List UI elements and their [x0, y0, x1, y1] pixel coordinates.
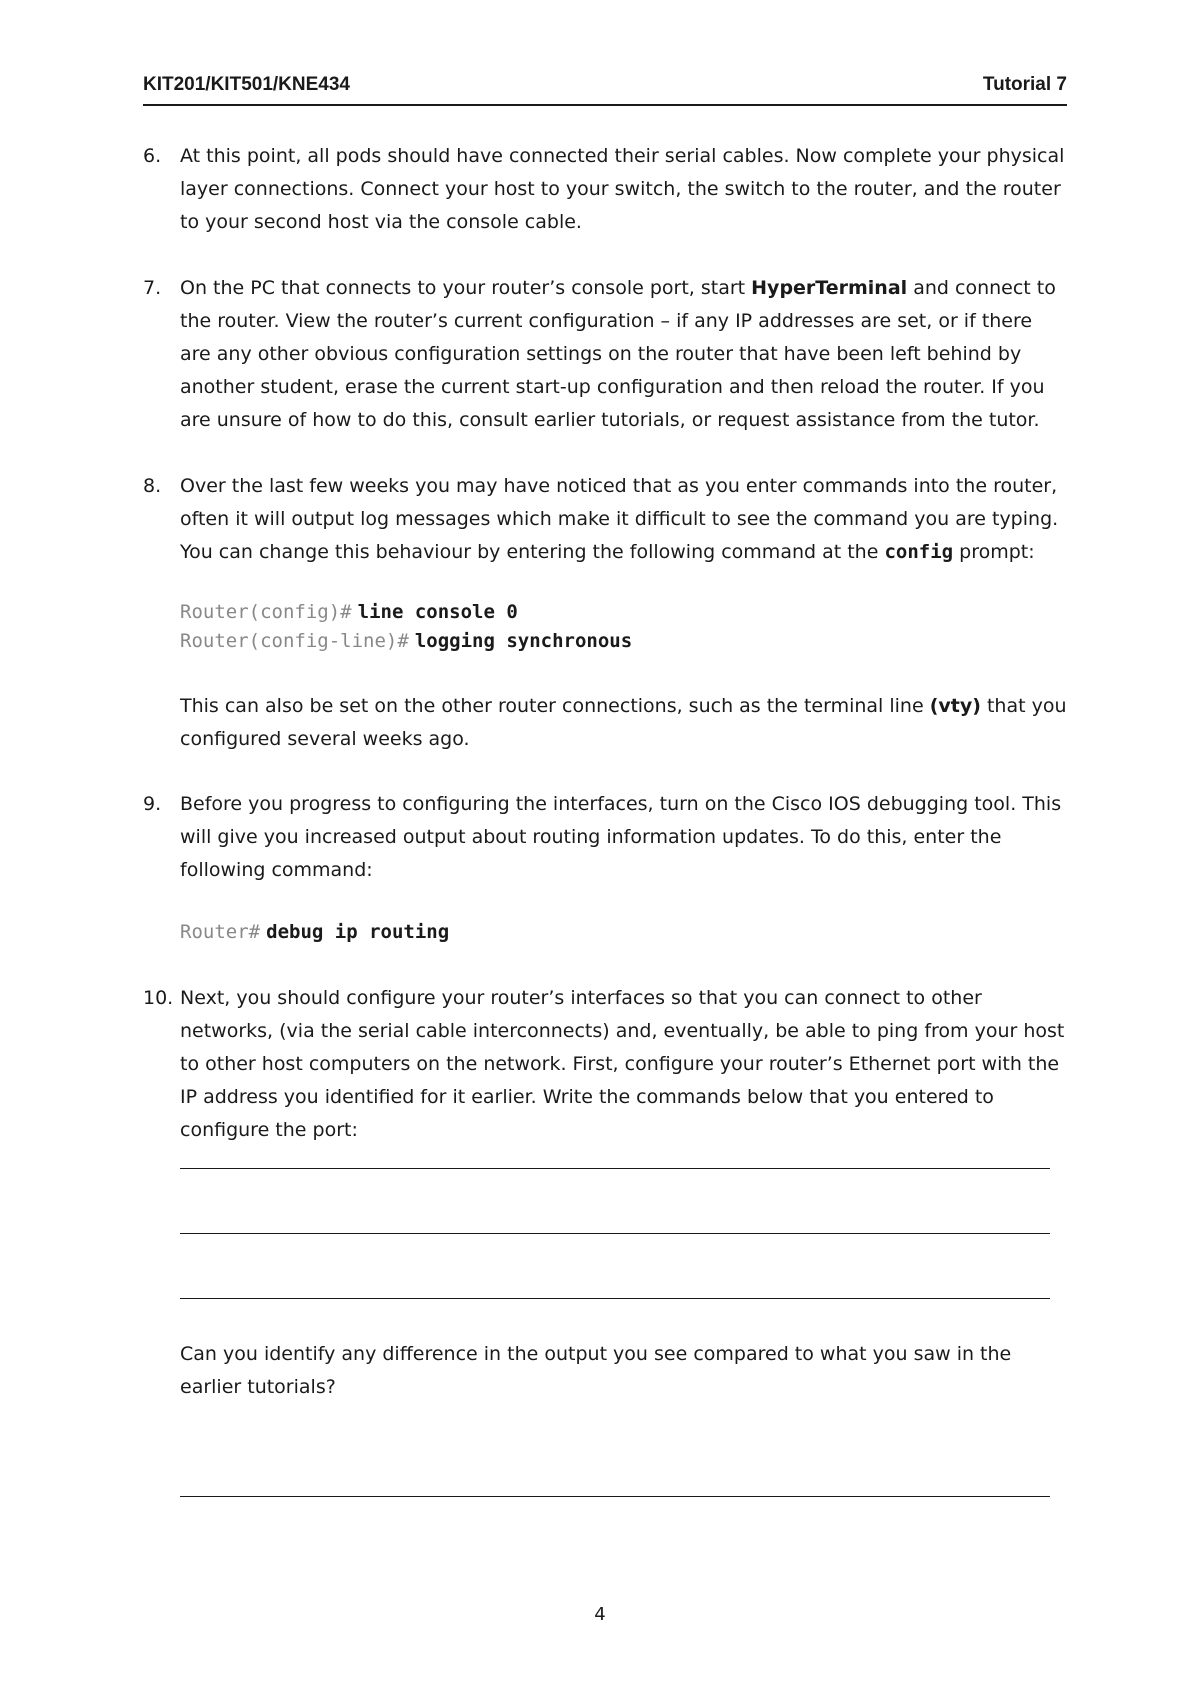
step-number: 8.: [143, 475, 162, 497]
answer-line[interactable]: [180, 1298, 1050, 1299]
vty-term: (vty): [929, 695, 981, 717]
step-text: Next, you should configure your router’s interfaces so that you can connect to other networks, (via the serial cable interconnects) and, eventually, be able to ping from your host to other host computers on the network. First, configure your router’s Ethernet port with the IP address you identified for it earlier. Write the commands below that you entered to configure the port:: [180, 987, 1065, 1141]
question-text: Can you identify any difference in the output you see compared to what you saw in the earlier tutorials?: [180, 1343, 1012, 1398]
page-number: 4: [594, 1604, 606, 1625]
step-number: 10.: [143, 987, 174, 1009]
step-8: [143, 470, 1067, 569]
step-number: 6.: [143, 145, 162, 167]
step-number: 7.: [143, 277, 162, 299]
hyperterminal-term: HyperTerminal: [751, 277, 908, 299]
step-8-note: [143, 690, 1067, 756]
code-line: Router(config)# line console 0: [180, 601, 518, 623]
step-6: [143, 140, 1067, 239]
config-term: config: [884, 541, 954, 563]
step-number: 9.: [143, 793, 162, 815]
step-10: [143, 982, 1067, 1147]
answer-line[interactable]: [180, 1168, 1050, 1169]
step-text: This can also be set on the other router connections, such as the terminal line (vty) that you configured several weeks ago.: [180, 695, 1067, 750]
tutorial-label: Tutorial 7: [982, 74, 1067, 95]
step-text: On the PC that connects to your router’s console port, start HyperTerminal and connect to the router. View the router’s current configuration – if any IP addresses are set, or if there are any other obvious configuration settings on the router that have been left behind by another student, erase the current start-up configuration and then reload the router. If you are unsure of how to do this, consult earlier tutorials, or request assistance from the tutor.: [180, 277, 1056, 431]
step-text: At this point, all pods should have connected their serial cables. Now complete your physical layer connections. Connect your host to your switch, the switch to the router, and the router to your second host via the console cable.: [180, 145, 1065, 233]
answer-line[interactable]: [180, 1233, 1050, 1234]
code-line: Router# debug ip routing: [180, 921, 450, 943]
page-header: [143, 72, 1067, 106]
step-7: [143, 272, 1067, 437]
step-text: Before you progress to configuring the interfaces, turn on the Cisco IOS debugging tool. This will give you increased output about routing information updates. To do this, enter the following command:: [180, 793, 1062, 881]
answer-line[interactable]: [180, 1496, 1050, 1497]
question: [143, 1338, 1067, 1404]
code-block-debug: [180, 918, 449, 947]
course-codes: KIT201/KIT501/KNE434: [143, 74, 350, 95]
step-9: [143, 788, 1067, 887]
code-line: Router(config-line)# logging synchronous: [180, 630, 633, 652]
code-block-logging: [180, 598, 632, 656]
step-text: Over the last few weeks you may have noticed that as you enter commands into the router, often it will output log messages which make it difficult to see the command you are typing. You can change this behaviour by entering the following command at the config prompt:: [180, 475, 1059, 563]
